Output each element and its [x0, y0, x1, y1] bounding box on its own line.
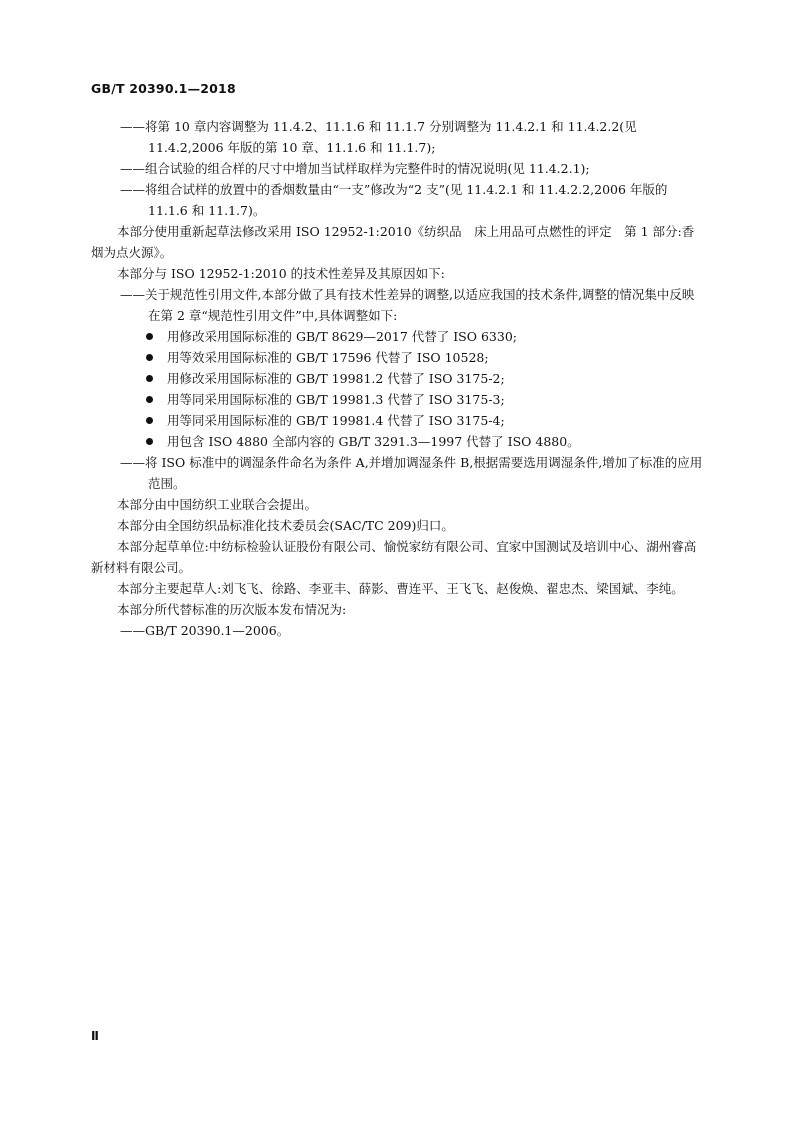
- drafting-units-paragraph: 本部分起草单位:中纺标检验认证股份有限公司、愉悦家纺有限公司、宜家中国测试及培训中心、湖州睿高新材料有限公司。: [91, 539, 697, 575]
- dash-item: [91, 284, 706, 326]
- bullet-icon: [146, 375, 153, 382]
- dash-item: [91, 158, 706, 179]
- list-item: [91, 431, 706, 452]
- list-item-text: 用修改采用国际标准的 GB/T 19981.2 代替了 ISO 3175-2;: [167, 371, 505, 386]
- dash-item-text: ——将组合试样的放置中的香烟数量由“一支”修改为“2 支”(见 11.4.2.1 和 11.4.2.2,2006 年版的 11.1.6 和 11.1.7)。: [120, 182, 668, 218]
- dash-item: [91, 179, 706, 221]
- bullet-icon: [146, 333, 153, 340]
- list-item-text: 用包含 ISO 4880 全部内容的 GB/T 3291.3—1997 代替了 ISO 4880。: [167, 434, 580, 449]
- bullet-icon: [146, 354, 153, 361]
- bullet-icon: [146, 417, 153, 424]
- list-item-text: 用等同采用国际标准的 GB/T 19981.4 代替了 ISO 3175-4;: [167, 413, 505, 428]
- history-intro-paragraph: 本部分所代替标准的历次版本发布情况为:: [117, 602, 347, 617]
- list-item: [91, 347, 706, 368]
- dash-item-text: ——将第 10 章内容调整为 11.4.2、11.1.6 和 11.1.7 分别调整为 11.4.2.1 和 11.4.2.2(见 11.4.2,2006 年版的第 10 章、11.1.6 和 11.1.7);: [120, 119, 637, 155]
- adoption-paragraph: 本部分使用重新起草法修改采用 ISO 12952-1:2010《纺织品 床上用品可点燃性的评定 第 1 部分:香烟为点火源》。: [91, 224, 695, 260]
- dash-item-text: ——组合试验的组合样的尺寸中增加当试样取样为完整件时的情况说明(见 11.4.2.1);: [120, 161, 590, 176]
- list-item: [91, 368, 706, 389]
- dash-item-text: ——关于规范性引用文件,本部分做了具有技术性差异的调整,以适应我国的技术条件,调整的情况集中反映在第 2 章“规范性引用文件”中,具体调整如下:: [120, 287, 695, 323]
- bullet-icon: [146, 438, 153, 445]
- list-item: [91, 389, 706, 410]
- page-number: Ⅱ: [91, 1029, 99, 1043]
- proposed-by-paragraph: 本部分由中国纺织工业联合会提出。: [117, 497, 318, 512]
- list-item-text: 用等效采用国际标准的 GB/T 17596 代替了 ISO 10528;: [167, 350, 489, 365]
- list-item-text: 用修改采用国际标准的 GB/T 8629—2017 代替了 ISO 6330;: [167, 329, 517, 344]
- dash-item: [91, 452, 706, 494]
- dash-item-text: ——将 ISO 标准中的调湿条件命名为条件 A,并增加调湿条件 B,根据需要选用调湿条件,增加了标准的应用范围。: [120, 455, 703, 491]
- list-item-text: 用等同采用国际标准的 GB/T 19981.3 代替了 ISO 3175-3;: [167, 392, 505, 407]
- centralized-by-paragraph: 本部分由全国纺织品标准化技术委员会(SAC/TC 209)归口。: [117, 518, 454, 533]
- drafters-paragraph: 本部分主要起草人:刘飞飞、徐路、李亚丰、薛影、曹连平、王飞飞、赵俊焕、翟忠杰、梁国斌、李纯。: [117, 581, 684, 596]
- reference-bullet-list: [91, 326, 706, 452]
- list-item: [91, 410, 706, 431]
- foreword-body: [91, 116, 706, 641]
- bullet-icon: [146, 396, 153, 403]
- dash-item: [91, 116, 706, 158]
- standard-code-header: GB/T 20390.1—2018: [91, 81, 236, 96]
- dash-item: [91, 620, 706, 641]
- differences-paragraph: 本部分与 ISO 12952-1:2010 的技术性差异及其原因如下:: [117, 266, 445, 281]
- list-item: [91, 326, 706, 347]
- dash-item-text: ——GB/T 20390.1—2006。: [120, 623, 290, 638]
